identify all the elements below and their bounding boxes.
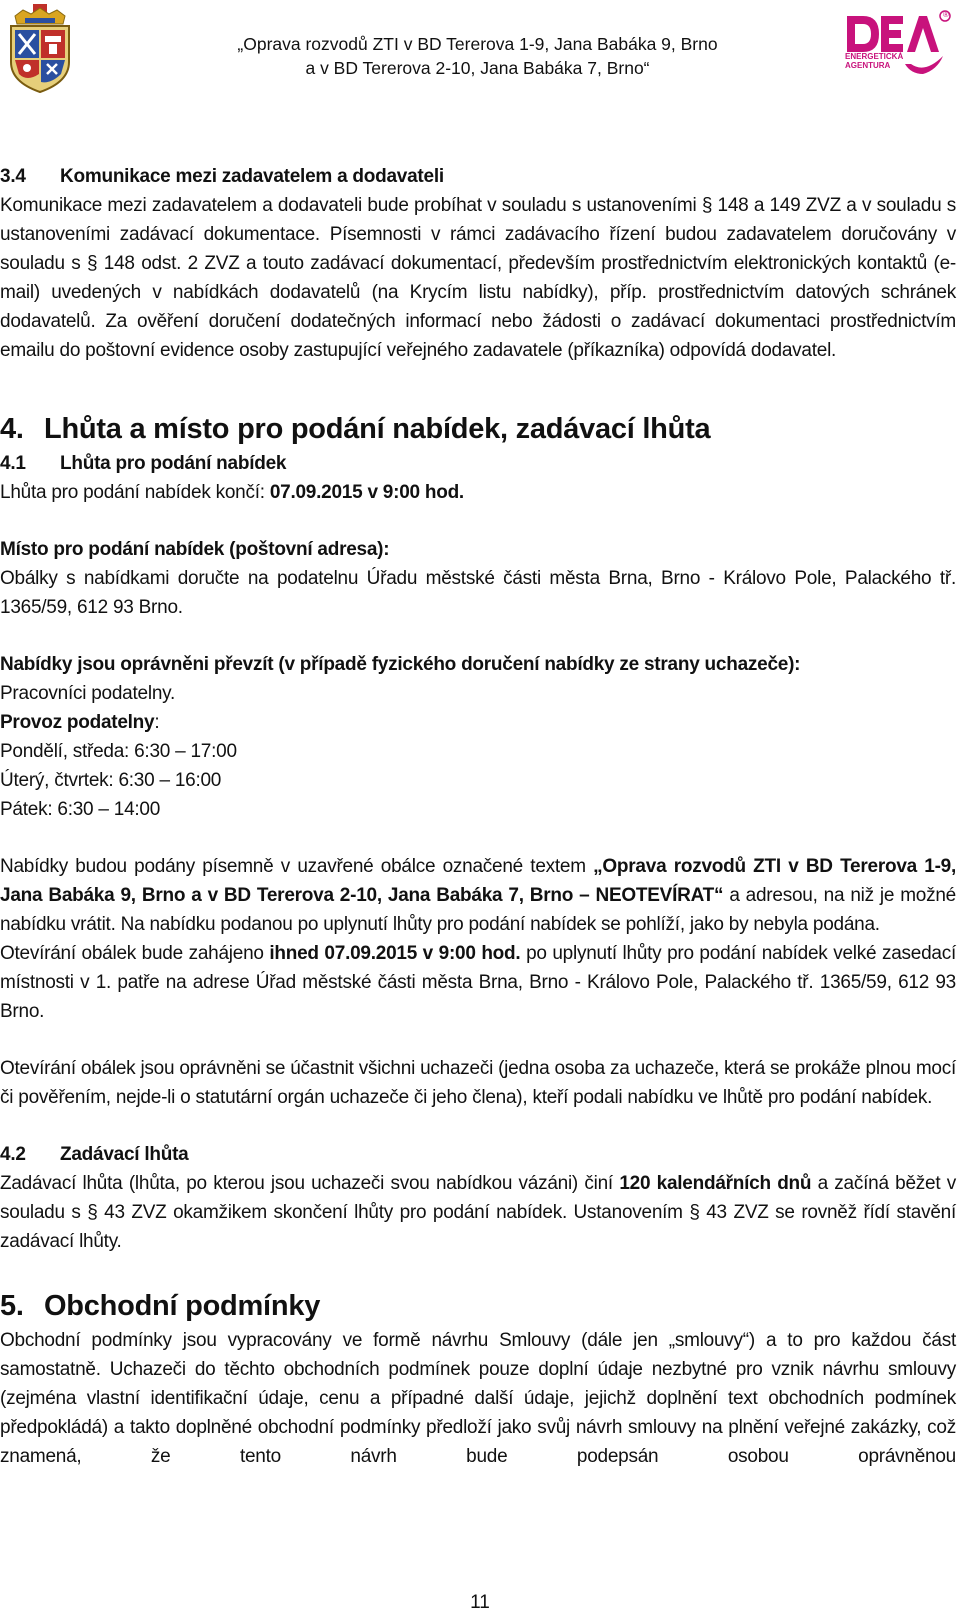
section-5-heading [0, 1286, 956, 1326]
section-number: 5. [0, 1290, 24, 1322]
logo-registered-mark: ® [943, 10, 949, 19]
hours-heading: Provoz podatelny [0, 712, 155, 733]
page-header [0, 0, 960, 100]
section-3-4-heading [0, 162, 956, 191]
opening-paragraph [0, 939, 956, 1026]
hours-colon: : [154, 712, 160, 733]
participants-paragraph: Otevírání obálek jsou oprávněni se účastnit všichni uchazeči (jedna osoba za uchazeče, která se prokáže plnou mocí či pověřením, nejde-li o statutární orgán uchazeče či jeho člena), kteří podali nabídku ve lhůtě pro podání nabídek. [0, 1058, 956, 1108]
section-number: 4.2 [0, 1144, 26, 1165]
opening-text-after: po uplynutí lhůty pro podání nabídek velké zasedací místnosti v 1. patře na adrese Úřad městské části města Brna, Brno - Královo Pole, Palackého tř. 1365/59, 612 93 Brno. [0, 943, 957, 1022]
binding-text-before: Zadávací lhůta (lhůta, po kterou jsou uchazeči svou nabídkou vázáni) činí [0, 1173, 620, 1194]
section-4-2-heading [0, 1140, 956, 1169]
section-title: Obchodní podmínky [44, 1290, 321, 1322]
section-title: Komunikace mezi zadavatelem a dodavateli [60, 166, 444, 187]
envelope-paragraph [0, 852, 956, 939]
place-text: Obálky s nabídkami doručte na podatelnu Úřadu městské části města Brna, Brno - Královo Pole, Palackého tř. 1365/59, 612 93 Brno. [0, 568, 956, 618]
logo-text [845, 52, 903, 70]
deadline-line [0, 478, 956, 507]
section-number: 4.1 [0, 453, 26, 474]
envelope-text-after: a adresou, na niž je možné nabídku vrátit. Na nabídku podanou po uplynutí lhůty pro podání nabídek se pohlíží, jako by nebyla podána. [0, 885, 957, 935]
section-4-heading [0, 409, 956, 449]
header-title-line2: a v BD Tererova 2-10, Jana Babáka 7, Brno“ [305, 58, 650, 78]
section-title: Lhůta a místo pro podání nabídek, zadávací lhůta [44, 413, 711, 445]
opening-text-before: Otevírání obálek bude zahájeno [0, 943, 270, 964]
opening-date: ihned 07.09.2015 v 9:00 hod. [269, 943, 521, 964]
hours-row: Pátek: 6:30 – 14:00 [0, 799, 161, 820]
header-title-line1: „Oprava rozvodů ZTI v BD Tererova 1-9, Jana Babáka 9, Brno [237, 34, 718, 54]
section-title: Zadávací lhůta [60, 1144, 189, 1165]
section-title: Lhůta pro podání nabídek [60, 453, 287, 474]
section-number: 3.4 [0, 166, 26, 187]
section-4-1-heading [0, 449, 956, 478]
deadline-label: Lhůta pro podání nabídek končí: [0, 482, 270, 503]
binding-text-after: a začíná běžet v souladu s § 43 ZVZ okamžikem skončení lhůty pro podání nabídek. Ustanovením § 43 ZVZ se rovněž řídí stavění zadávací lhůty. [0, 1173, 956, 1252]
section-4-2-paragraph [0, 1169, 956, 1256]
city-crest-icon [5, 2, 75, 96]
section-number: 4. [0, 413, 24, 445]
document-body [0, 162, 956, 1471]
page-number: 11 [470, 1592, 490, 1613]
authorized-heading: Nabídky jsou oprávněni převzít (v případě fyzického doručení nabídky ze strany uchazeče): [0, 654, 801, 675]
envelope-label: „Oprava rozvodů ZTI v BD Tererova 1-9, Jana Babáka 9, Brno a v BD Tererova 2-10, Jana Babáka 7, Brno – NEOTEVÍRAT“ [0, 856, 957, 906]
section-3-4-paragraph: Komunikace mezi zadavatelem a dodavateli bude probíhat v souladu s ustanoveními § 148 a 149 ZVZ a v souladu s ustanoveními zadávací dokumentace. Písemnosti v rámci zadávacího řízení budou zadavatelem doručovány v souladu s § 148 odst. 2 ZVZ a touto zadávací dokumentací, především prostřednictvím elektronických kontaktů (e-mail) uvedených v nabídkách dodavatelů (na Krycím listu nabídky), příp. prostřednictvím datových schránek dodavatelů. Za ověření doručení dodatečných informací nebo žádosti o zadávací dokumentaci prostřednictvím emailu do poštovní evidence osoby zastupující veřejného zadavatele (příkazníka) odpovídá dodavatel. [0, 195, 956, 361]
authorized-text: Pracovníci podatelny. [0, 683, 175, 704]
hours-row: Úterý, čtvrtek: 6:30 – 16:00 [0, 770, 222, 791]
hours-heading-line [0, 708, 956, 737]
logo-text-line2: AGENTURA [845, 61, 891, 70]
binding-days: 120 kalendářních dnů [619, 1173, 812, 1194]
section-5-paragraph: Obchodní podmínky jsou vypracovány ve formě návrhu Smlouvy (dále jen „smlouvy“) a to pro každou část samostatně. Uchazeči do těchto obchodních podmínek pouze doplní údaje nezbytné pro vznik návrhu smlouvy (zejména vlastní identifikační údaje, cenu a případné další údaje, jejichž doplnění text obchodních podmínek předpokládá) a takto doplněné obchodní podmínky předloží jako svůj návrh smlouvy na plnění veřejné zakázky, což znamená, že tento návrh bude podepsán osobou oprávněnou [0, 1330, 956, 1467]
envelope-text-before: Nabídky budou podány písemně v uzavřené obálce označené textem [0, 856, 594, 877]
place-heading: Místo pro podání nabídek (poštovní adresa): [0, 539, 390, 560]
energy-agency-logo [845, 8, 953, 78]
hours-row: Pondělí, středa: 6:30 – 17:00 [0, 741, 237, 762]
deadline-value: 07.09.2015 v 9:00 hod. [269, 482, 464, 503]
logo-text-line1: ENERGETICKÁ [845, 52, 904, 61]
